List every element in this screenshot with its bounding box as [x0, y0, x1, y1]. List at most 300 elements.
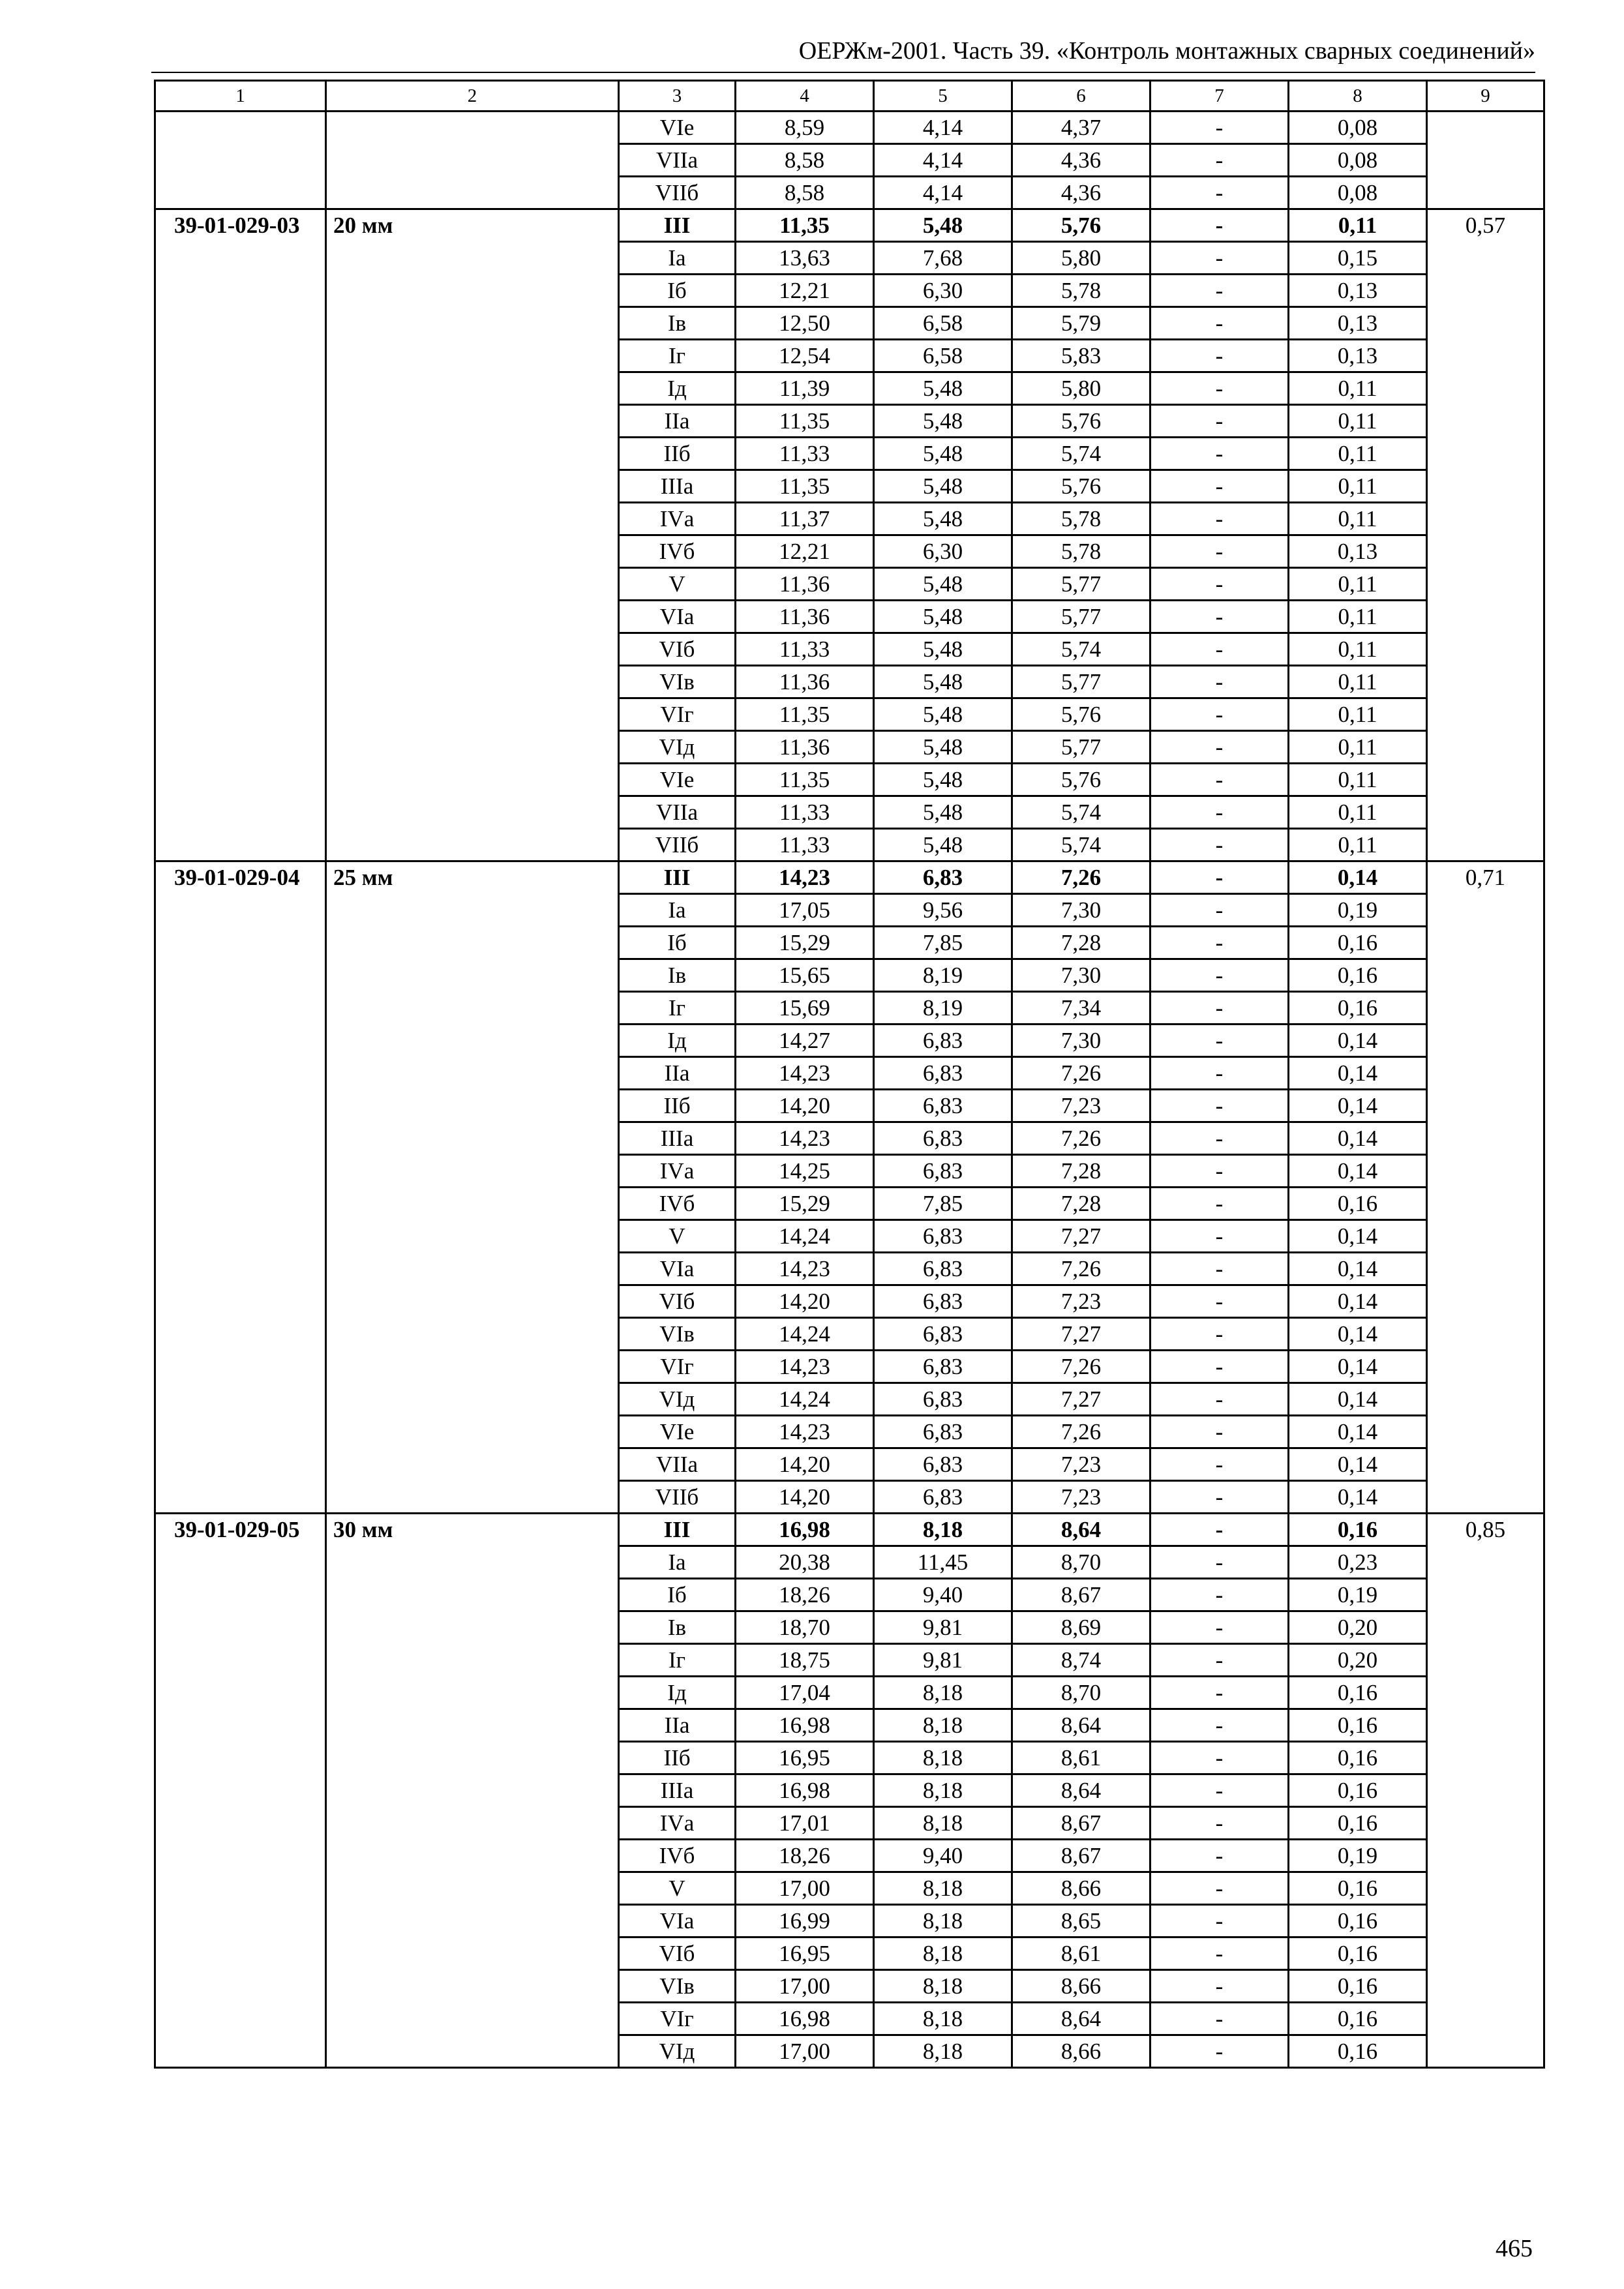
value-col8-cell: 0,15 — [1289, 242, 1427, 275]
value-col5-cell: 8,19 — [874, 959, 1012, 992]
value-col5-cell: 5,48 — [874, 470, 1012, 503]
value-col8-cell: 0,20 — [1289, 1611, 1427, 1644]
table-row — [155, 861, 1544, 894]
value-col8-cell: 0,13 — [1289, 307, 1427, 340]
value-col8-cell: 0,14 — [1289, 861, 1427, 894]
category-cell: VIг — [619, 1351, 736, 1383]
value-col8-cell: 0,23 — [1289, 1546, 1427, 1579]
value-col4-cell: 17,00 — [736, 2035, 874, 2068]
category-cell: V — [619, 1220, 736, 1253]
value-col7-cell: - — [1150, 535, 1289, 568]
value-col6-cell: 7,26 — [1012, 1351, 1150, 1383]
value-col8-cell: 0,11 — [1289, 731, 1427, 764]
value-col8-cell: 0,11 — [1289, 829, 1427, 861]
value-col7-cell: - — [1150, 2003, 1289, 2035]
value-col7-cell: - — [1150, 405, 1289, 438]
value-col7-cell: - — [1150, 209, 1289, 242]
value-col5-cell: 6,83 — [874, 861, 1012, 894]
category-cell: VIд — [619, 2035, 736, 2068]
value-col5-cell: 6,83 — [874, 1318, 1012, 1351]
code-cell: 39-01-029-05 — [155, 1514, 326, 2068]
value-col8-cell: 0,16 — [1289, 1970, 1427, 2003]
total-cell — [1427, 112, 1544, 209]
value-col4-cell: 11,33 — [736, 633, 874, 666]
value-col7-cell: - — [1150, 1709, 1289, 1742]
value-col5-cell: 6,83 — [874, 1285, 1012, 1318]
value-col7-cell: - — [1150, 1905, 1289, 1937]
value-col6-cell: 4,36 — [1012, 144, 1150, 177]
value-col5-cell: 4,14 — [874, 144, 1012, 177]
value-col6-cell: 5,80 — [1012, 372, 1150, 405]
value-col7-cell: - — [1150, 959, 1289, 992]
value-col7-cell: - — [1150, 144, 1289, 177]
value-col5-cell: 9,56 — [874, 894, 1012, 927]
value-col4-cell: 8,58 — [736, 144, 874, 177]
value-col7-cell: - — [1150, 1416, 1289, 1448]
value-col4-cell: 17,04 — [736, 1677, 874, 1709]
value-col4-cell: 17,00 — [736, 1872, 874, 1905]
value-col5-cell: 6,83 — [874, 1253, 1012, 1285]
value-col8-cell: 0,14 — [1289, 1351, 1427, 1383]
category-cell: VIд — [619, 731, 736, 764]
column-number-cell: 1 — [155, 81, 326, 112]
value-col6-cell: 7,34 — [1012, 992, 1150, 1025]
category-cell: Iа — [619, 1546, 736, 1579]
category-cell: Iг — [619, 340, 736, 372]
value-col5-cell: 8,18 — [874, 1872, 1012, 1905]
value-col6-cell: 5,83 — [1012, 340, 1150, 372]
value-col7-cell: - — [1150, 438, 1289, 470]
value-col5-cell: 8,19 — [874, 992, 1012, 1025]
value-col5-cell: 4,14 — [874, 177, 1012, 209]
value-col4-cell: 15,29 — [736, 927, 874, 959]
column-number-row — [155, 81, 1544, 112]
value-col7-cell: - — [1150, 1448, 1289, 1481]
value-col7-cell: - — [1150, 1025, 1289, 1057]
value-col8-cell: 0,11 — [1289, 601, 1427, 633]
value-col8-cell: 0,14 — [1289, 1416, 1427, 1448]
category-cell: Iб — [619, 275, 736, 307]
value-col6-cell: 5,74 — [1012, 438, 1150, 470]
value-col7-cell: - — [1150, 568, 1289, 601]
value-col4-cell: 8,59 — [736, 112, 874, 144]
value-col8-cell: 0,16 — [1289, 959, 1427, 992]
category-cell: VIIа — [619, 144, 736, 177]
code-cell: 39-01-029-04 — [155, 861, 326, 1514]
value-col6-cell: 8,67 — [1012, 1807, 1150, 1840]
value-col5-cell: 5,48 — [874, 568, 1012, 601]
value-col7-cell: - — [1150, 1970, 1289, 2003]
value-col6-cell: 5,76 — [1012, 764, 1150, 796]
column-number-cell: 8 — [1289, 81, 1427, 112]
value-col4-cell: 11,36 — [736, 666, 874, 698]
category-cell: VIе — [619, 764, 736, 796]
column-number-cell: 4 — [736, 81, 874, 112]
value-col7-cell: - — [1150, 633, 1289, 666]
value-col7-cell: - — [1150, 307, 1289, 340]
category-cell: IVа — [619, 1807, 736, 1840]
category-cell: Iв — [619, 1611, 736, 1644]
value-col7-cell: - — [1150, 372, 1289, 405]
category-cell: Iа — [619, 894, 736, 927]
value-col4-cell: 14,24 — [736, 1220, 874, 1253]
value-col4-cell: 14,23 — [736, 1057, 874, 1090]
category-cell: VIд — [619, 1383, 736, 1416]
value-col7-cell: - — [1150, 1840, 1289, 1872]
value-col8-cell: 0,11 — [1289, 209, 1427, 242]
value-col4-cell: 14,20 — [736, 1481, 874, 1514]
value-col6-cell: 5,80 — [1012, 242, 1150, 275]
category-cell: IVб — [619, 1840, 736, 1872]
value-col5-cell: 7,85 — [874, 927, 1012, 959]
value-col6-cell: 5,74 — [1012, 829, 1150, 861]
value-col5-cell: 5,48 — [874, 764, 1012, 796]
value-col7-cell: - — [1150, 1351, 1289, 1383]
value-col4-cell: 14,24 — [736, 1318, 874, 1351]
value-col5-cell: 5,48 — [874, 372, 1012, 405]
value-col6-cell: 8,74 — [1012, 1644, 1150, 1677]
value-col7-cell: - — [1150, 764, 1289, 796]
value-col5-cell: 6,83 — [874, 1481, 1012, 1514]
page-number: 465 — [1496, 2235, 1533, 2262]
value-col5-cell: 6,83 — [874, 1155, 1012, 1188]
category-cell: VIв — [619, 1970, 736, 2003]
value-col4-cell: 14,23 — [736, 1253, 874, 1285]
value-col5-cell: 5,48 — [874, 633, 1012, 666]
category-cell: Iг — [619, 992, 736, 1025]
value-col6-cell: 5,76 — [1012, 209, 1150, 242]
value-col4-cell: 14,23 — [736, 1122, 874, 1155]
value-col5-cell: 9,81 — [874, 1644, 1012, 1677]
value-col7-cell: - — [1150, 1318, 1289, 1351]
value-col7-cell: - — [1150, 1546, 1289, 1579]
value-col6-cell: 7,30 — [1012, 894, 1150, 927]
category-cell: IVа — [619, 503, 736, 535]
category-cell: VIIб — [619, 1481, 736, 1514]
value-col6-cell: 8,69 — [1012, 1611, 1150, 1644]
category-cell: Iв — [619, 959, 736, 992]
param-cell: 30 мм — [326, 1514, 619, 2068]
value-col5-cell: 5,48 — [874, 666, 1012, 698]
value-col5-cell: 4,14 — [874, 112, 1012, 144]
category-cell: IVб — [619, 1188, 736, 1220]
value-col8-cell: 0,14 — [1289, 1448, 1427, 1481]
value-col4-cell: 15,65 — [736, 959, 874, 992]
value-col7-cell: - — [1150, 1774, 1289, 1807]
value-col6-cell: 8,65 — [1012, 1905, 1150, 1937]
value-col6-cell: 5,78 — [1012, 535, 1150, 568]
value-col8-cell: 0,08 — [1289, 112, 1427, 144]
value-col7-cell: - — [1150, 1188, 1289, 1220]
value-col4-cell: 11,33 — [736, 438, 874, 470]
category-cell: VIа — [619, 1253, 736, 1285]
value-col8-cell: 0,14 — [1289, 1383, 1427, 1416]
value-col6-cell: 8,64 — [1012, 1774, 1150, 1807]
value-col8-cell: 0,11 — [1289, 698, 1427, 731]
value-col8-cell: 0,16 — [1289, 1188, 1427, 1220]
value-col5-cell: 11,45 — [874, 1546, 1012, 1579]
value-col6-cell: 7,26 — [1012, 1253, 1150, 1285]
value-col5-cell: 5,48 — [874, 731, 1012, 764]
value-col6-cell: 5,76 — [1012, 405, 1150, 438]
value-col8-cell: 0,19 — [1289, 894, 1427, 927]
column-number-cell: 5 — [874, 81, 1012, 112]
value-col5-cell: 8,18 — [874, 1742, 1012, 1774]
value-col7-cell: - — [1150, 242, 1289, 275]
value-col4-cell: 20,38 — [736, 1546, 874, 1579]
value-col8-cell: 0,19 — [1289, 1840, 1427, 1872]
value-col6-cell: 5,79 — [1012, 307, 1150, 340]
value-col7-cell: - — [1150, 1481, 1289, 1514]
value-col5-cell: 7,85 — [874, 1188, 1012, 1220]
value-col5-cell: 5,48 — [874, 209, 1012, 242]
value-col4-cell: 12,21 — [736, 275, 874, 307]
value-col4-cell: 11,35 — [736, 405, 874, 438]
value-col4-cell: 12,54 — [736, 340, 874, 372]
category-cell: VIа — [619, 1905, 736, 1937]
category-cell: Iб — [619, 927, 736, 959]
value-col5-cell: 8,18 — [874, 1774, 1012, 1807]
value-col7-cell: - — [1150, 894, 1289, 927]
value-col6-cell: 5,76 — [1012, 470, 1150, 503]
value-col5-cell: 6,30 — [874, 275, 1012, 307]
value-col5-cell: 8,18 — [874, 1514, 1012, 1546]
value-col4-cell: 11,36 — [736, 568, 874, 601]
value-col7-cell: - — [1150, 1807, 1289, 1840]
value-col6-cell: 4,37 — [1012, 112, 1150, 144]
value-col5-cell: 9,40 — [874, 1840, 1012, 1872]
value-col6-cell: 4,36 — [1012, 177, 1150, 209]
value-col8-cell: 0,14 — [1289, 1090, 1427, 1122]
value-col5-cell: 6,83 — [874, 1057, 1012, 1090]
value-col8-cell: 0,14 — [1289, 1318, 1427, 1351]
value-col4-cell: 12,50 — [736, 307, 874, 340]
value-col8-cell: 0,13 — [1289, 535, 1427, 568]
value-col5-cell: 5,48 — [874, 405, 1012, 438]
value-col4-cell: 11,33 — [736, 829, 874, 861]
value-col6-cell: 7,30 — [1012, 1025, 1150, 1057]
value-col8-cell: 0,13 — [1289, 275, 1427, 307]
value-col6-cell: 7,23 — [1012, 1090, 1150, 1122]
value-col6-cell: 8,66 — [1012, 1970, 1150, 2003]
value-col5-cell: 8,18 — [874, 1905, 1012, 1937]
category-cell: IIIа — [619, 1774, 736, 1807]
value-col5-cell: 8,18 — [874, 1937, 1012, 1970]
category-cell: VIIа — [619, 796, 736, 829]
rates-table — [154, 80, 1545, 2069]
value-col6-cell: 8,67 — [1012, 1840, 1150, 1872]
category-cell: Iа — [619, 242, 736, 275]
category-cell: VIв — [619, 1318, 736, 1351]
category-cell: VIIб — [619, 177, 736, 209]
value-col6-cell: 7,30 — [1012, 959, 1150, 992]
value-col7-cell: - — [1150, 1253, 1289, 1285]
value-col6-cell: 8,64 — [1012, 2003, 1150, 2035]
value-col6-cell: 8,64 — [1012, 1514, 1150, 1546]
value-col7-cell: - — [1150, 1937, 1289, 1970]
value-col7-cell: - — [1150, 1872, 1289, 1905]
value-col5-cell: 9,81 — [874, 1611, 1012, 1644]
value-col5-cell: 6,83 — [874, 1416, 1012, 1448]
value-col8-cell: 0,11 — [1289, 568, 1427, 601]
value-col8-cell: 0,16 — [1289, 1514, 1427, 1546]
value-col7-cell: - — [1150, 1514, 1289, 1546]
value-col4-cell: 16,98 — [736, 1774, 874, 1807]
value-col5-cell: 8,18 — [874, 2035, 1012, 2068]
category-cell: VIб — [619, 633, 736, 666]
category-cell: IVб — [619, 535, 736, 568]
value-col6-cell: 7,23 — [1012, 1285, 1150, 1318]
value-col6-cell: 7,27 — [1012, 1220, 1150, 1253]
value-col8-cell: 0,14 — [1289, 1122, 1427, 1155]
code-cell: 39-01-029-03 — [155, 209, 326, 861]
table-row — [155, 209, 1544, 242]
value-col8-cell: 0,16 — [1289, 1872, 1427, 1905]
value-col6-cell: 8,61 — [1012, 1937, 1150, 1970]
value-col7-cell: - — [1150, 1742, 1289, 1774]
value-col8-cell: 0,11 — [1289, 405, 1427, 438]
value-col6-cell: 5,76 — [1012, 698, 1150, 731]
category-cell: IVа — [619, 1155, 736, 1188]
value-col7-cell: - — [1150, 1220, 1289, 1253]
value-col5-cell: 6,83 — [874, 1448, 1012, 1481]
value-col7-cell: - — [1150, 731, 1289, 764]
value-col4-cell: 11,36 — [736, 731, 874, 764]
value-col8-cell: 0,16 — [1289, 992, 1427, 1025]
value-col8-cell: 0,20 — [1289, 1644, 1427, 1677]
value-col7-cell: - — [1150, 470, 1289, 503]
value-col6-cell: 5,74 — [1012, 796, 1150, 829]
table-row — [155, 112, 1544, 144]
value-col6-cell: 7,23 — [1012, 1481, 1150, 1514]
category-cell: Iд — [619, 372, 736, 405]
category-cell: IIа — [619, 405, 736, 438]
category-cell: IIб — [619, 1090, 736, 1122]
value-col4-cell: 18,70 — [736, 1611, 874, 1644]
value-col4-cell: 11,35 — [736, 698, 874, 731]
value-col8-cell: 0,16 — [1289, 1807, 1427, 1840]
value-col5-cell: 8,18 — [874, 1807, 1012, 1840]
value-col4-cell: 14,20 — [736, 1285, 874, 1318]
category-cell: VIIа — [619, 1448, 736, 1481]
value-col5-cell: 5,48 — [874, 829, 1012, 861]
value-col8-cell: 0,16 — [1289, 1709, 1427, 1742]
value-col8-cell: 0,14 — [1289, 1220, 1427, 1253]
column-number-cell: 3 — [619, 81, 736, 112]
value-col5-cell: 6,58 — [874, 307, 1012, 340]
value-col6-cell: 5,77 — [1012, 731, 1150, 764]
param-cell: 20 мм — [326, 209, 619, 861]
value-col7-cell: - — [1150, 1644, 1289, 1677]
value-col5-cell: 8,18 — [874, 1970, 1012, 2003]
value-col8-cell: 0,11 — [1289, 666, 1427, 698]
value-col7-cell: - — [1150, 927, 1289, 959]
category-cell: IIIа — [619, 1122, 736, 1155]
value-col4-cell: 15,29 — [736, 1188, 874, 1220]
category-cell: III — [619, 209, 736, 242]
category-cell: Iд — [619, 1677, 736, 1709]
value-col4-cell: 16,98 — [736, 2003, 874, 2035]
value-col7-cell: - — [1150, 2035, 1289, 2068]
value-col7-cell: - — [1150, 861, 1289, 894]
value-col8-cell: 0,11 — [1289, 633, 1427, 666]
value-col8-cell: 0,11 — [1289, 470, 1427, 503]
value-col4-cell: 18,26 — [736, 1840, 874, 1872]
category-cell: VIб — [619, 1937, 736, 1970]
value-col4-cell: 17,05 — [736, 894, 874, 927]
category-cell: VIв — [619, 666, 736, 698]
value-col4-cell: 14,24 — [736, 1383, 874, 1416]
value-col4-cell: 18,26 — [736, 1579, 874, 1611]
value-col6-cell: 8,64 — [1012, 1709, 1150, 1742]
value-col5-cell: 6,83 — [874, 1383, 1012, 1416]
value-col5-cell: 6,30 — [874, 535, 1012, 568]
value-col5-cell: 6,58 — [874, 340, 1012, 372]
value-col6-cell: 7,27 — [1012, 1383, 1150, 1416]
value-col6-cell: 7,26 — [1012, 1416, 1150, 1448]
value-col4-cell: 16,98 — [736, 1514, 874, 1546]
value-col6-cell: 5,78 — [1012, 275, 1150, 307]
value-col4-cell: 12,21 — [736, 535, 874, 568]
value-col8-cell: 0,11 — [1289, 796, 1427, 829]
value-col6-cell: 7,28 — [1012, 1155, 1150, 1188]
value-col8-cell: 0,14 — [1289, 1253, 1427, 1285]
value-col6-cell: 8,61 — [1012, 1742, 1150, 1774]
value-col7-cell: - — [1150, 503, 1289, 535]
category-cell: IIа — [619, 1057, 736, 1090]
value-col5-cell: 5,48 — [874, 601, 1012, 633]
value-col6-cell: 5,74 — [1012, 633, 1150, 666]
value-col7-cell: - — [1150, 829, 1289, 861]
value-col4-cell: 17,00 — [736, 1970, 874, 2003]
category-cell: III — [619, 861, 736, 894]
value-col5-cell: 5,48 — [874, 438, 1012, 470]
category-cell: V — [619, 568, 736, 601]
value-col4-cell: 14,27 — [736, 1025, 874, 1057]
category-cell: VIIб — [619, 829, 736, 861]
category-cell: VIг — [619, 698, 736, 731]
value-col4-cell: 11,35 — [736, 470, 874, 503]
category-cell: III — [619, 1514, 736, 1546]
value-col8-cell: 0,14 — [1289, 1155, 1427, 1188]
category-cell: VIа — [619, 601, 736, 633]
value-col8-cell: 0,16 — [1289, 1774, 1427, 1807]
value-col6-cell: 8,67 — [1012, 1579, 1150, 1611]
value-col5-cell: 6,83 — [874, 1351, 1012, 1383]
value-col5-cell: 6,83 — [874, 1220, 1012, 1253]
value-col8-cell: 0,19 — [1289, 1579, 1427, 1611]
code-cell — [155, 112, 326, 209]
category-cell: Iв — [619, 307, 736, 340]
value-col5-cell: 6,83 — [874, 1025, 1012, 1057]
value-col8-cell: 0,14 — [1289, 1057, 1427, 1090]
value-col5-cell: 5,48 — [874, 503, 1012, 535]
value-col7-cell: - — [1150, 112, 1289, 144]
value-col6-cell: 7,23 — [1012, 1448, 1150, 1481]
value-col8-cell: 0,08 — [1289, 144, 1427, 177]
category-cell: VIе — [619, 112, 736, 144]
value-col6-cell: 5,78 — [1012, 503, 1150, 535]
value-col8-cell: 0,16 — [1289, 1937, 1427, 1970]
value-col8-cell: 0,16 — [1289, 1905, 1427, 1937]
value-col4-cell: 16,95 — [736, 1742, 874, 1774]
value-col7-cell: - — [1150, 1057, 1289, 1090]
value-col4-cell: 14,23 — [736, 861, 874, 894]
value-col6-cell: 8,66 — [1012, 1872, 1150, 1905]
category-cell: VIб — [619, 1285, 736, 1318]
value-col7-cell: - — [1150, 275, 1289, 307]
value-col8-cell: 0,14 — [1289, 1285, 1427, 1318]
